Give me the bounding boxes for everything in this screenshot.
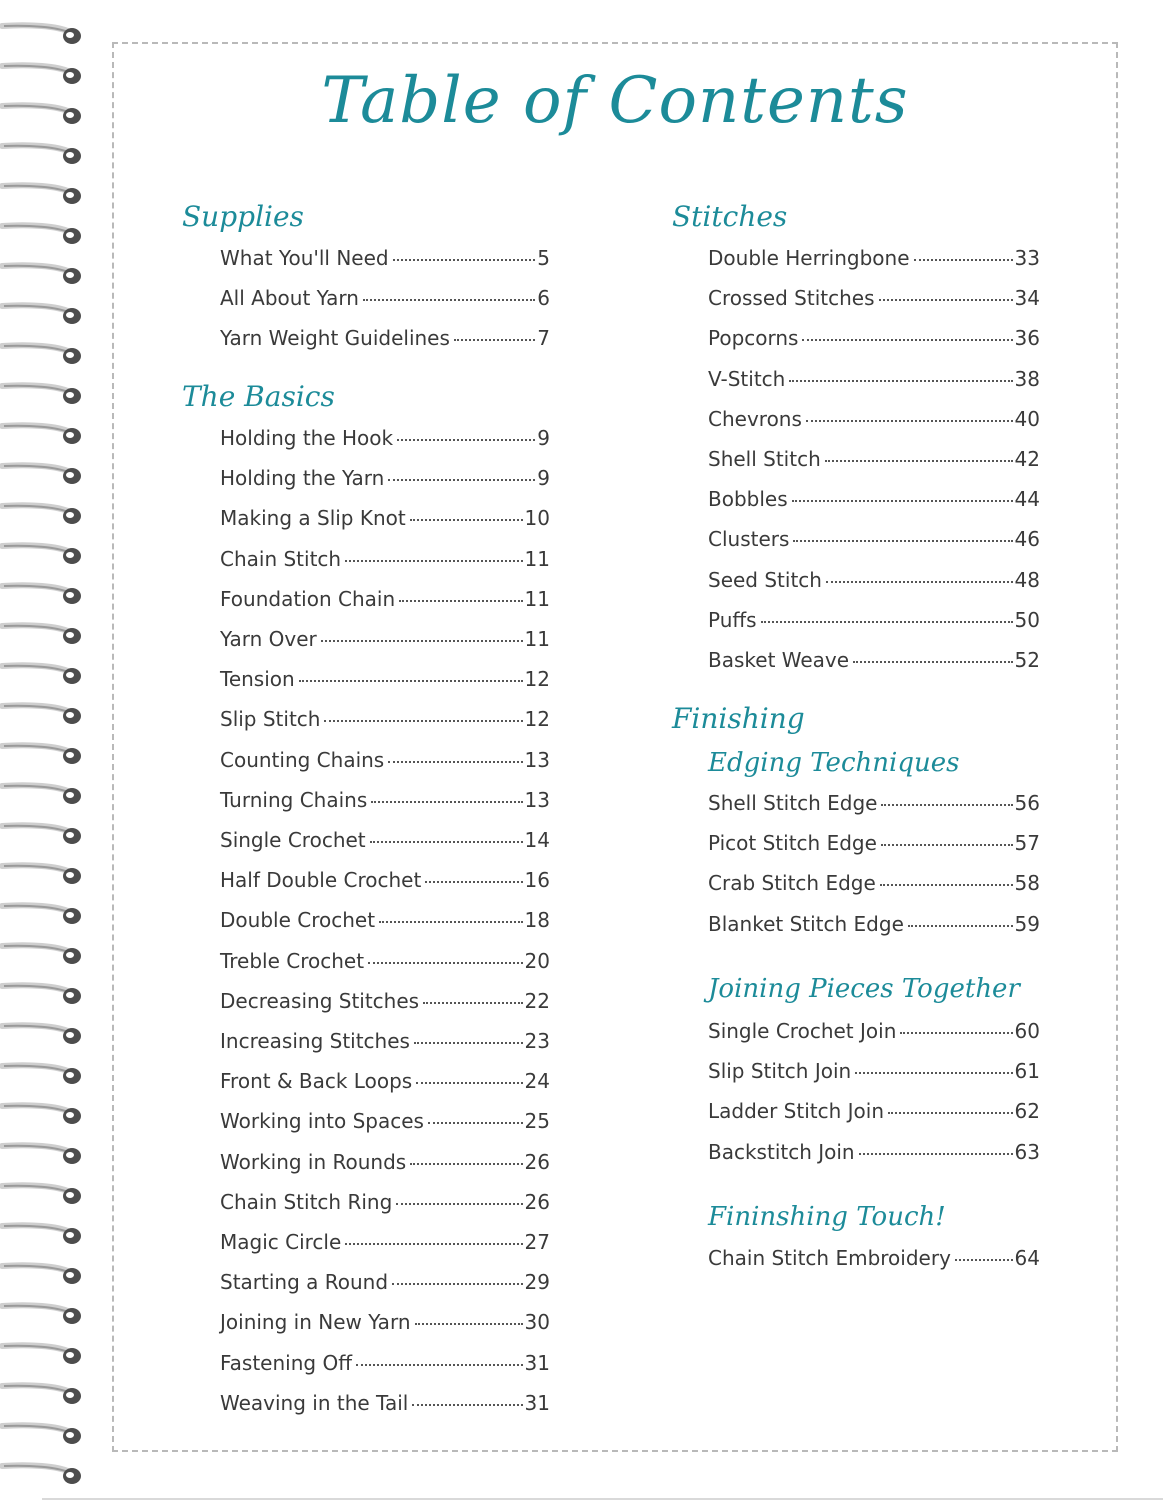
toc-entry <box>708 1140 1040 1168</box>
toc-entry-page-number: 16 <box>524 868 550 893</box>
dot-leader <box>415 1323 523 1325</box>
spiral-ring-icon <box>0 342 85 368</box>
dot-leader <box>454 339 535 341</box>
dot-leader <box>423 1002 522 1004</box>
toc-entry <box>220 506 550 534</box>
toc-entry-page-number: 38 <box>1014 366 1040 391</box>
toc-entry-label: Half Double Crochet <box>220 868 422 893</box>
dot-leader <box>826 581 1013 583</box>
toc-entry <box>708 1246 1040 1274</box>
dot-leader <box>761 621 1013 623</box>
toc-entry-label: V-Stitch <box>708 366 786 391</box>
toc-entry-page-number: 44 <box>1014 487 1040 512</box>
toc-entry-label: Magic Circle <box>220 1230 342 1254</box>
toc-entry <box>708 326 1040 354</box>
dot-leader <box>379 921 523 923</box>
toc-entry-page-number: 33 <box>1014 246 1040 270</box>
toc-entry-label: Slip Stitch <box>220 707 321 732</box>
toc-entry <box>220 587 550 615</box>
toc-entry-page-number: 61 <box>1014 1059 1040 1084</box>
section-heading-supplies: Supplies <box>182 200 304 233</box>
toc-entry-page-number: 14 <box>524 828 550 852</box>
toc-entry-page-number: 50 <box>1014 607 1040 632</box>
spiral-ring-icon <box>0 182 85 208</box>
spiral-ring-icon <box>0 902 85 928</box>
spiral-ring-icon <box>0 502 85 528</box>
spiral-ring-icon <box>0 542 85 568</box>
toc-entry <box>708 831 1040 859</box>
toc-entry <box>708 648 1040 676</box>
dot-leader <box>399 600 522 602</box>
toc-entry-label: Shell Stitch Edge <box>708 791 878 815</box>
toc-entry-label: Foundation Chain <box>220 586 396 611</box>
dot-leader <box>321 640 523 642</box>
toc-entry-page-number: 12 <box>524 707 550 732</box>
toc-entry <box>220 286 550 314</box>
toc-entry-label: Yarn Weight Guidelines <box>220 326 450 351</box>
dot-leader <box>955 1259 1013 1261</box>
dot-leader <box>370 841 523 843</box>
dot-leader <box>825 460 1013 462</box>
toc-entry-page-number: 7 <box>537 326 550 351</box>
toc-entry-label: Chain Stitch Embroidery <box>708 1246 951 1270</box>
toc-entry <box>220 989 550 1017</box>
toc-entry <box>220 667 550 695</box>
dot-leader <box>368 962 522 964</box>
page-title: Table of Contents <box>321 64 909 138</box>
toc-entry-label: Front & Back Loops <box>220 1069 413 1094</box>
toc-entry-label: Crossed Stitches <box>708 286 875 311</box>
toc-entry-page-number: 42 <box>1014 447 1040 471</box>
dot-leader <box>881 844 1013 846</box>
toc-entry <box>708 912 1040 940</box>
toc-entry-page-number: 12 <box>524 667 550 692</box>
section-heading-basics: The Basics <box>182 380 335 413</box>
toc-entry-label: Working into Spaces <box>220 1109 424 1134</box>
toc-entry-page-number: 5 <box>537 246 550 270</box>
toc-entry-label: Working in Rounds <box>220 1149 407 1174</box>
spiral-ring-icon <box>0 422 85 448</box>
spiral-ring-icon <box>0 1022 85 1048</box>
dot-leader <box>425 881 522 883</box>
spiral-ring-icon <box>0 222 85 248</box>
spiral-ring-icon <box>0 262 85 288</box>
toc-entry-label: Holding the Yarn <box>220 466 385 491</box>
toc-entry-page-number: 56 <box>1014 791 1040 815</box>
toc-entry <box>220 426 550 454</box>
toc-entry <box>220 1109 550 1137</box>
subsection-heading-finishing-touch: Fininshing Touch! <box>708 1202 946 1232</box>
dot-leader <box>356 1364 523 1366</box>
toc-entry <box>220 547 550 575</box>
toc-entry-label: Yarn Over <box>220 627 317 651</box>
toc-entry-page-number: 24 <box>524 1069 550 1094</box>
spiral-ring-icon <box>0 462 85 488</box>
spiral-ring-icon <box>0 22 85 48</box>
toc-entry-page-number: 27 <box>524 1230 550 1254</box>
dot-leader <box>393 259 536 261</box>
dot-leader <box>802 339 1012 341</box>
toc-entry <box>220 627 550 655</box>
toc-entry-page-number: 59 <box>1014 911 1040 936</box>
toc-entry-label: Seed Stitch <box>708 567 822 592</box>
dot-leader <box>908 925 1013 927</box>
dot-leader <box>789 380 1012 382</box>
dot-leader <box>410 1163 522 1165</box>
toc-entry-label: Decreasing Stitches <box>220 988 420 1013</box>
spiral-ring-icon <box>0 822 85 848</box>
toc-entry <box>220 1310 550 1338</box>
dot-leader <box>792 500 1013 502</box>
toc-entry <box>708 1059 1040 1087</box>
dot-leader <box>855 1072 1012 1074</box>
spiral-ring-icon <box>0 662 85 688</box>
spiral-ring-icon <box>0 142 85 168</box>
toc-entry <box>708 447 1040 475</box>
dot-leader <box>900 1032 1012 1034</box>
toc-entry <box>708 568 1040 596</box>
toc-entry <box>220 466 550 494</box>
toc-entry-label: Double Crochet <box>220 908 376 933</box>
toc-entry <box>220 1150 550 1178</box>
spiral-ring-icon <box>0 1302 85 1328</box>
dot-leader <box>410 519 523 521</box>
subsection-heading-joining: Joining Pieces Together <box>708 974 1020 1004</box>
toc-entry-page-number: 9 <box>537 466 550 491</box>
toc-entry <box>220 788 550 816</box>
spiral-ring-icon <box>0 1142 85 1168</box>
toc-entry <box>708 407 1040 435</box>
section-heading-stitches: Stitches <box>672 200 788 233</box>
toc-entry-page-number: 52 <box>1014 648 1040 672</box>
dot-leader <box>428 1122 523 1124</box>
toc-entry <box>220 828 550 856</box>
toc-entry-label: Weaving in the Tail <box>220 1390 409 1415</box>
dot-leader <box>363 299 535 301</box>
toc-entry-label: Puffs <box>708 607 757 632</box>
toc-entry-page-number: 40 <box>1014 406 1040 431</box>
toc-entry-page-number: 26 <box>524 1189 550 1214</box>
toc-entry-label: Basket Weave <box>708 648 850 672</box>
toc-entry-label: Double Herringbone <box>708 246 910 270</box>
toc-entry-label: Slip Stitch Join <box>708 1059 852 1084</box>
toc-entry-page-number: 31 <box>524 1390 550 1415</box>
dot-leader <box>806 420 1013 422</box>
dot-leader <box>388 761 522 763</box>
toc-entry-page-number: 22 <box>524 988 550 1013</box>
spiral-ring-icon <box>0 382 85 408</box>
toc-entry-label: Counting Chains <box>220 747 385 772</box>
toc-entry-page-number: 57 <box>1014 831 1040 856</box>
toc-entry <box>220 1069 550 1097</box>
dot-leader <box>414 1042 523 1044</box>
toc-entry <box>708 487 1040 515</box>
spiral-ring-icon <box>0 702 85 728</box>
toc-entry-page-number: 31 <box>524 1350 550 1375</box>
dot-leader <box>881 804 1012 806</box>
toc-entry-page-number: 58 <box>1014 871 1040 896</box>
toc-entry <box>708 367 1040 395</box>
toc-entry-label: Popcorns <box>708 326 799 351</box>
toc-entry <box>220 1190 550 1218</box>
toc-entry-label: Turning Chains <box>220 787 368 812</box>
spiral-ring-icon <box>0 782 85 808</box>
spiral-ring-icon <box>0 1462 85 1488</box>
toc-entry <box>220 949 550 977</box>
toc-entry-label: All About Yarn <box>220 286 359 311</box>
dot-leader <box>880 884 1013 886</box>
dot-leader <box>888 1112 1013 1114</box>
spiral-ring-icon <box>0 982 85 1008</box>
toc-entry-page-number: 48 <box>1014 567 1040 592</box>
dot-leader <box>299 680 523 682</box>
toc-entry-label: Single Crochet <box>220 828 366 852</box>
toc-entry-label: Backstitch Join <box>708 1139 855 1164</box>
toc-entry-page-number: 13 <box>524 787 550 812</box>
dot-leader <box>324 720 522 722</box>
spiral-ring-icon <box>0 1062 85 1088</box>
toc-entry-page-number: 10 <box>524 506 550 531</box>
toc-entry-page-number: 46 <box>1014 527 1040 552</box>
toc-entry-label: Making a Slip Knot <box>220 506 406 531</box>
toc-entry-page-number: 30 <box>524 1310 550 1335</box>
toc-entry <box>220 1029 550 1057</box>
spiral-ring-icon <box>0 1102 85 1128</box>
toc-entry-label: Picot Stitch Edge <box>708 831 877 856</box>
toc-entry-label: Ladder Stitch Join <box>708 1099 885 1124</box>
toc-entry-page-number: 20 <box>524 948 550 973</box>
toc-entry-page-number: 6 <box>537 286 550 311</box>
toc-entry <box>708 286 1040 314</box>
dot-leader <box>345 560 522 562</box>
toc-entry-label: What You'll Need <box>220 246 389 270</box>
spiral-ring-icon <box>0 862 85 888</box>
dot-leader <box>397 439 535 441</box>
toc-entry <box>220 868 550 896</box>
toc-entry <box>220 1391 550 1419</box>
toc-entry <box>220 748 550 776</box>
dot-leader <box>371 801 522 803</box>
toc-entry-page-number: 25 <box>524 1109 550 1134</box>
dot-leader <box>859 1153 1013 1155</box>
toc-entry-label: Single Crochet Join <box>708 1019 897 1043</box>
spiral-ring-icon <box>0 1342 85 1368</box>
dot-leader <box>853 661 1012 663</box>
toc-entry-page-number: 11 <box>524 586 550 611</box>
toc-entry-page-number: 34 <box>1014 286 1040 311</box>
toc-entry-page-number: 11 <box>524 627 550 651</box>
spiral-ring-icon <box>0 1382 85 1408</box>
spiral-ring-icon <box>0 1262 85 1288</box>
toc-entry-page-number: 11 <box>524 546 550 571</box>
spiral-ring-icon <box>0 742 85 768</box>
toc-entry-label: Starting a Round <box>220 1270 389 1295</box>
toc-entry-page-number: 36 <box>1014 326 1040 351</box>
dot-leader <box>412 1404 522 1406</box>
spiral-ring-icon <box>0 302 85 328</box>
dot-leader <box>396 1203 522 1205</box>
toc-entry-label: Holding the Hook <box>220 426 394 450</box>
toc-entry-label: Shell Stitch <box>708 447 821 471</box>
dot-leader <box>388 479 535 481</box>
toc-entry <box>220 1351 550 1379</box>
dot-leader <box>392 1283 523 1285</box>
spiral-ring-icon <box>0 1422 85 1448</box>
toc-entry-label: Chain Stitch <box>220 546 342 571</box>
toc-entry <box>708 871 1040 899</box>
dot-leader <box>345 1243 522 1245</box>
spiral-ring-icon <box>0 622 85 648</box>
toc-entry <box>708 791 1040 819</box>
toc-entry-label: Crab Stitch Edge <box>708 871 876 896</box>
toc-entry-label: Treble Crochet <box>220 948 365 973</box>
toc-entry-page-number: 13 <box>524 747 550 772</box>
toc-entry <box>708 527 1040 555</box>
spiral-binding-icon <box>0 22 85 1492</box>
toc-entry-label: Bobbles <box>708 487 788 512</box>
toc-entry-label: Clusters <box>708 527 790 552</box>
dot-leader <box>416 1082 522 1084</box>
dot-leader <box>879 299 1013 301</box>
toc-entry <box>220 1270 550 1298</box>
toc-entry-label: Tension <box>220 667 295 692</box>
subsection-heading-edging: Edging Techniques <box>708 748 960 778</box>
toc-entry <box>220 908 550 936</box>
toc-entry <box>708 608 1040 636</box>
section-heading-finishing: Finishing <box>672 702 805 735</box>
toc-entry-page-number: 62 <box>1014 1099 1040 1124</box>
toc-entry-page-number: 60 <box>1014 1019 1040 1043</box>
toc-entry <box>708 1099 1040 1127</box>
toc-entry <box>220 1230 550 1258</box>
toc-entry <box>220 326 550 354</box>
toc-entry-page-number: 23 <box>524 1029 550 1053</box>
dot-leader <box>914 259 1013 261</box>
toc-entry-label: Fastening Off <box>220 1350 352 1375</box>
toc-entry <box>708 246 1040 274</box>
toc-entry-page-number: 29 <box>524 1270 550 1295</box>
toc-entry <box>220 246 550 274</box>
toc-entry-label: Joining in New Yarn <box>220 1310 411 1335</box>
toc-entry-page-number: 18 <box>524 908 550 933</box>
spiral-ring-icon <box>0 1182 85 1208</box>
toc-entry-page-number: 64 <box>1014 1246 1040 1270</box>
spiral-ring-icon <box>0 942 85 968</box>
toc-entry-label: Blanket Stitch Edge <box>708 911 904 936</box>
toc-entry-page-number: 63 <box>1014 1139 1040 1164</box>
toc-entry <box>708 1019 1040 1047</box>
toc-entry-label: Chevrons <box>708 406 802 431</box>
spiral-ring-icon <box>0 1222 85 1248</box>
toc-entry-page-number: 26 <box>524 1149 550 1174</box>
toc-entry <box>220 707 550 735</box>
toc-entry-label: Chain Stitch Ring <box>220 1189 393 1214</box>
spiral-ring-icon <box>0 582 85 608</box>
dot-leader <box>793 540 1012 542</box>
toc-entry-label: Increasing Stitches <box>220 1029 410 1053</box>
toc-entry-page-number: 9 <box>537 426 550 450</box>
